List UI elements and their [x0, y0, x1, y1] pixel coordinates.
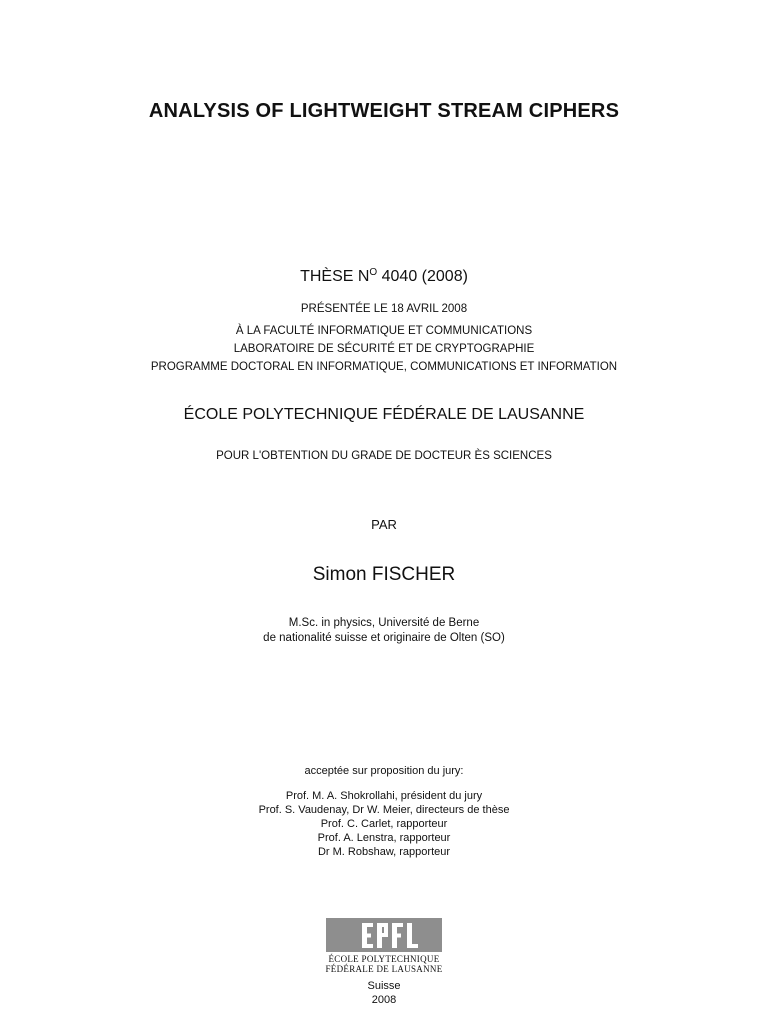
year: 2008: [371, 994, 397, 1006]
laboratory: LABORATOIRE DE SÉCURITÉ ET DE CRYPTOGRAPHIE: [233, 343, 535, 355]
jury-intro: acceptée sur proposition du jury:: [304, 765, 464, 777]
thesis-number-superscript: O: [369, 267, 378, 278]
logo-text-line1: ÉCOLE POLYTECHNIQUE: [328, 954, 440, 964]
jury-member: Prof. S. Vaudenay, Dr W. Meier, directeurs de thèse: [258, 804, 510, 816]
school-name: ÉCOLE POLYTECHNIQUE FÉDÉRALE DE LAUSANNE: [183, 406, 585, 423]
author-nationality: de nationalité suisse et originaire de Olten (SO): [263, 632, 505, 644]
logo-text-line2: FÉDÉRALE DE LAUSANNE: [325, 964, 443, 974]
thesis-number: [0, 267, 768, 286]
jury-member: Dr M. Robshaw, rapporteur: [317, 846, 451, 858]
par-label: PAR: [371, 517, 397, 532]
epfl-logo-mark: [326, 918, 442, 952]
thesis-number-prefix: THÈSE N: [300, 268, 370, 285]
thesis-number-suffix: 4040 (2008): [377, 268, 468, 285]
country: Suisse: [367, 980, 401, 992]
thesis-title: ANALYSIS OF LIGHTWEIGHT STREAM CIPHERS: [148, 100, 620, 122]
epfl-logo: [326, 918, 442, 952]
jury-member: Prof. A. Lenstra, rapporteur: [317, 832, 451, 844]
author-degree: M.Sc. in physics, Université de Berne: [288, 617, 480, 629]
jury-member: Prof. C. Carlet, rapporteur: [320, 818, 448, 830]
doctoral-program: PROGRAMME DOCTORAL EN INFORMATIQUE, COMMUNICATIONS ET INFORMATION: [150, 361, 618, 373]
author-name: Simon FISCHER: [312, 564, 456, 585]
jury-member: Prof. M. A. Shokrollahi, président du jury: [285, 790, 483, 802]
faculty: À LA FACULTÉ INFORMATIQUE ET COMMUNICATIONS: [235, 325, 533, 337]
degree-line: POUR L'OBTENTION DU GRADE DE DOCTEUR ÈS SCIENCES: [216, 450, 552, 462]
presentation-date: PRÉSENTÉE LE 18 AVRIL 2008: [300, 303, 468, 315]
